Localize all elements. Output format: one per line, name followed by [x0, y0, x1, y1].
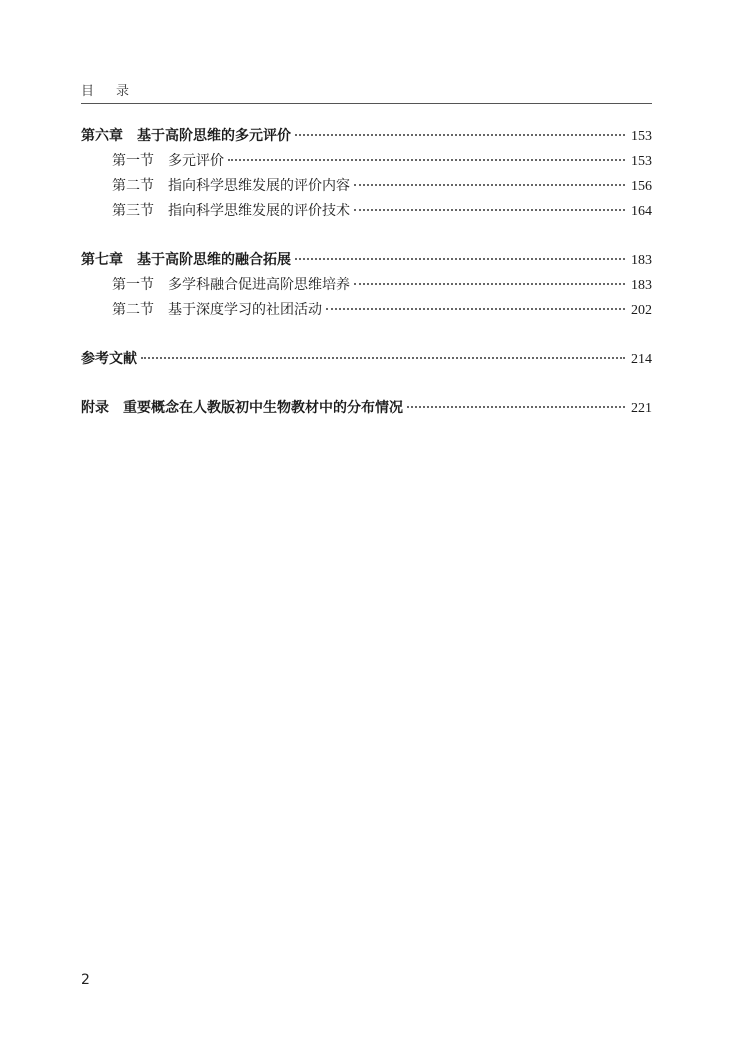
section-number: 第二节	[112, 178, 154, 194]
section-title: 基于深度学习的社团活动	[168, 302, 322, 318]
dot-leader	[354, 184, 625, 186]
appendix-label: 附录	[81, 400, 109, 416]
toc-appendix[interactable]	[81, 396, 652, 421]
section-title: 指向科学思维发展的评价内容	[168, 178, 350, 194]
toc-ch6-section-1[interactable]	[81, 149, 652, 174]
running-head	[81, 80, 129, 99]
running-head-char-1: 目	[81, 84, 95, 99]
appendix-title: 重要概念在人教版初中生物教材中的分布情况	[123, 400, 403, 416]
page-number: 2	[81, 972, 90, 988]
toc-ch7-section-1[interactable]	[81, 273, 652, 298]
toc-spacer	[81, 224, 652, 248]
dot-leader	[295, 258, 625, 260]
toc-ch6-section-3[interactable]	[81, 199, 652, 224]
page-ref: 221	[631, 401, 652, 416]
dot-leader	[354, 283, 625, 285]
table-of-contents	[81, 124, 652, 421]
toc-chapter-7[interactable]	[81, 248, 652, 273]
page-ref: 183	[631, 278, 652, 293]
section-title: 多学科融合促进高阶思维培养	[168, 277, 350, 293]
page-ref: 153	[631, 154, 652, 169]
toc-ch6-section-2[interactable]	[81, 174, 652, 199]
section-number: 第一节	[112, 153, 154, 169]
dot-leader	[354, 209, 625, 211]
dot-leader	[295, 134, 625, 136]
section-title: 多元评价	[168, 153, 224, 169]
dot-leader	[407, 406, 625, 408]
chapter-number: 第六章	[81, 128, 123, 144]
section-number: 第二节	[112, 302, 154, 318]
chapter-number: 第七章	[81, 252, 123, 268]
page-ref: 183	[631, 253, 652, 268]
chapter-title: 基于高阶思维的融合拓展	[137, 252, 291, 268]
dot-leader	[326, 308, 625, 310]
section-number: 第一节	[112, 277, 154, 293]
toc-spacer	[81, 372, 652, 396]
dot-leader	[141, 357, 625, 359]
page-ref: 214	[631, 352, 652, 367]
page-ref: 164	[631, 204, 652, 219]
page-ref: 202	[631, 303, 652, 318]
toc-ch7-section-2[interactable]	[81, 298, 652, 323]
section-title: 指向科学思维发展的评价技术	[168, 203, 350, 219]
references-title: 参考文献	[81, 351, 137, 367]
chapter-title: 基于高阶思维的多元评价	[137, 128, 291, 144]
toc-chapter-6[interactable]	[81, 124, 652, 149]
running-head-char-2: 录	[116, 84, 130, 99]
section-number: 第三节	[112, 203, 154, 219]
page-ref: 153	[631, 129, 652, 144]
header-rule	[81, 103, 652, 104]
dot-leader	[228, 159, 625, 161]
page-ref: 156	[631, 179, 652, 194]
toc-spacer	[81, 323, 652, 347]
toc-references[interactable]	[81, 347, 652, 372]
